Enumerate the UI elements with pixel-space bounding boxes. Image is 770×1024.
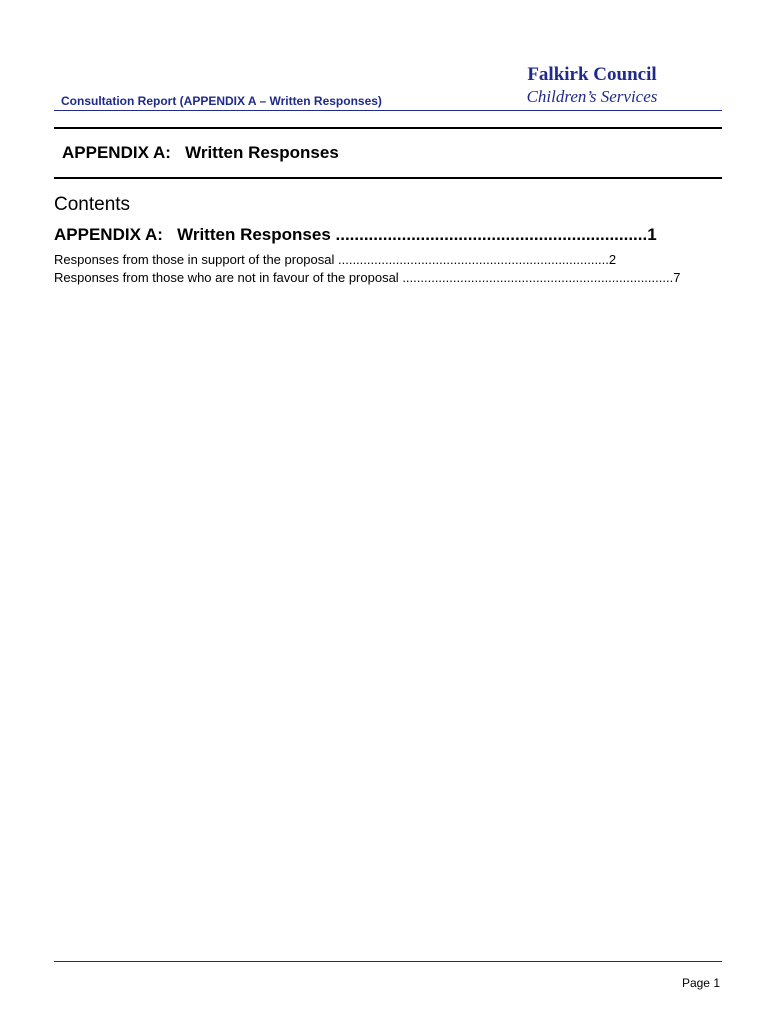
toc-entry-appendix-a[interactable] [54,225,657,245]
toc-leader-dots: ........................................................................... [402,270,674,285]
toc-entry-label: Responses from those in support of the proposal [54,252,338,267]
contents-heading: Contents [54,194,131,215]
toc-entry-support[interactable] [54,252,617,267]
footer-divider [54,961,722,962]
title-rule-top [54,127,722,129]
council-logo-name: Falkirk Council [527,64,657,85]
toc-entry-page: 2 [608,252,617,267]
toc-entry-label: APPENDIX A: Written Responses [54,225,336,244]
toc-entry-not-in-favour[interactable] [54,270,681,285]
header-divider [54,110,722,111]
toc-leader-dots: ........................................................................... [338,252,609,267]
report-title: Consultation Report (APPENDIX A – Written Responses) [61,94,382,108]
toc-entry-page: 1 [647,225,657,244]
page-number: Page 1 [681,976,720,990]
toc-entry-label: Responses from those who are not in favour of the proposal [54,270,403,285]
council-logo-department: Children’s Services [526,87,658,106]
toc-entry-page: 7 [673,270,681,285]
toc-leader-dots: .................................................................. [335,225,648,244]
appendix-title: APPENDIX A: Written Responses [62,143,339,162]
title-rule-bottom [54,177,722,179]
